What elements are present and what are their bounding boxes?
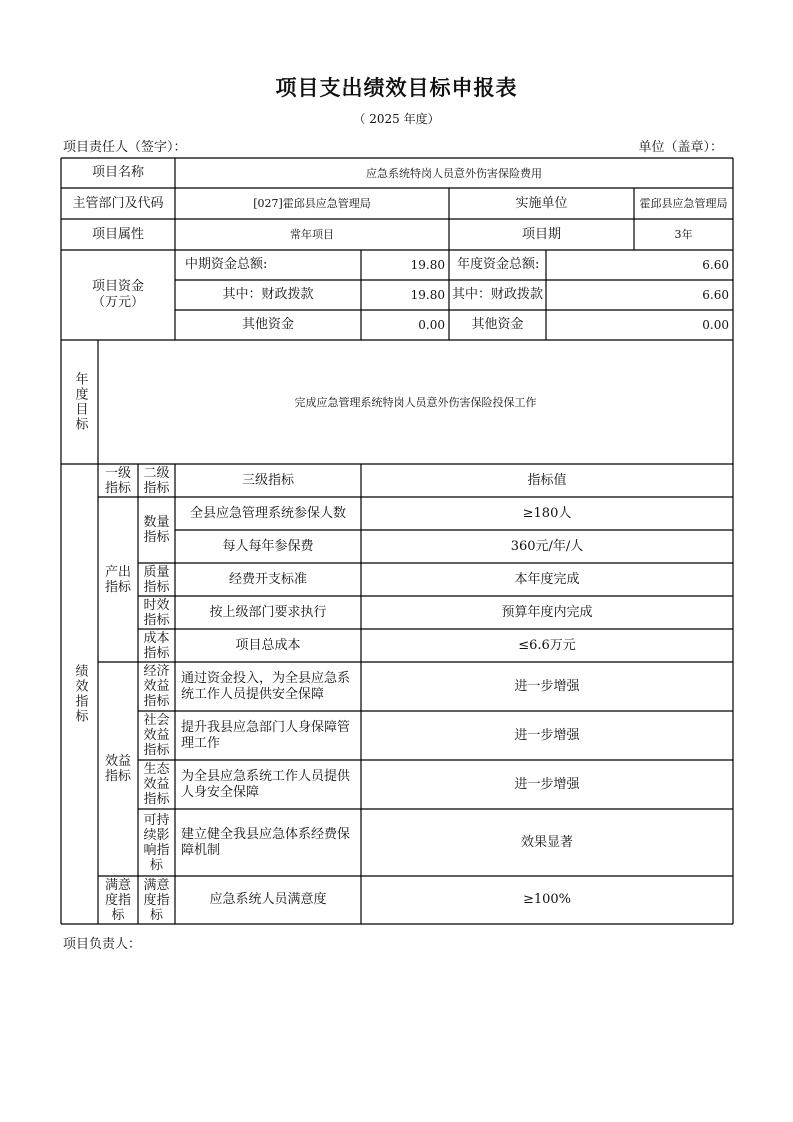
satisfaction-indicators-label: 满意度指标 — [104, 877, 131, 923]
impl-value: 霍邱县应急管理局 — [639, 197, 728, 210]
indicator-row-name: 通过资金投入，为全县应急系统工作人员提供安全保障 — [181, 670, 351, 702]
dept-value: [027]霍邱县应急管理局 — [253, 197, 371, 210]
indicator-row-value: ≤6.6万元 — [518, 637, 576, 653]
benefit-indicators-label: 效益指标 — [104, 754, 131, 784]
indicator-row-value: 进一步增强 — [514, 727, 580, 743]
sustainable-indicator-label: 可持续影响指标 — [143, 812, 170, 873]
attr-value: 常年项目 — [290, 228, 334, 241]
year-other-value: 0.00 — [702, 318, 729, 332]
year-total-value: 6.60 — [702, 258, 729, 272]
cost-indicator-label: 成本指标 — [143, 630, 170, 661]
period-label: 项目期 — [521, 226, 561, 242]
indicator-row-name: 按上级部门要求执行 — [209, 604, 327, 620]
mid-other-label: 其他资金 — [241, 317, 294, 332]
ecological-indicator-label: 生态效益指标 — [143, 762, 170, 807]
output-indicators-label: 产出指标 — [104, 564, 131, 595]
year-line: （ 2025 年度） — [353, 112, 440, 126]
year-fiscal-label: 其中：财政拨款 — [451, 287, 543, 302]
annual-goal-text: 完成应急管理系统特岗人员意外伤害保险投保工作 — [294, 395, 537, 409]
indicator-row-value: 进一步增强 — [514, 776, 580, 792]
mid-fiscal-label: 其中：财政拨款 — [222, 287, 314, 302]
indicator-row-name: 建立健全我县应急体系经费保障机制 — [181, 826, 351, 858]
year-total-label: 年度资金总额: — [457, 257, 540, 272]
indicator-row-name: 应急系统人员满意度 — [209, 892, 327, 907]
indicator-row-value: 效果显著 — [520, 834, 573, 850]
economic-indicator-label: 经济效益指标 — [143, 664, 170, 709]
indicator-row-value: ≥180人 — [522, 505, 572, 521]
quality-indicator-label: 质量指标 — [143, 564, 170, 595]
satisfaction2-indicator-label: 满意度指标 — [143, 877, 170, 923]
footer-label: 项目负责人： — [63, 937, 142, 952]
year-fiscal-value: 6.60 — [702, 288, 729, 302]
quantity-indicator-label: 数量指标 — [143, 515, 170, 545]
mid-total-value: 19.80 — [410, 258, 445, 272]
indicator-row-name: 为全县应急系统工作人员提供人身安全保障 — [181, 768, 351, 800]
indicator-row-name: 每人每年参保费 — [222, 538, 314, 554]
header-value: 指标值 — [527, 472, 567, 488]
mid-fiscal-value: 19.80 — [410, 288, 445, 302]
dept-label: 主管部门及代码 — [72, 195, 164, 211]
year-other-label: 其他资金 — [471, 317, 524, 332]
impl-label: 实施单位 — [515, 195, 568, 211]
mid-total-label: 中期资金总额: — [185, 257, 268, 272]
indicators-section-label: 绩效指标 — [72, 664, 88, 724]
page-title: 项目支出绩效目标申报表 — [275, 76, 518, 100]
indicator-row-name: 项目总成本 — [235, 637, 301, 653]
header-level1: 一级指标 — [104, 465, 131, 496]
indicator-row-name: 提升我县应急部门人身保障管理工作 — [181, 719, 351, 751]
indicator-row-value: 预算年度内完成 — [501, 604, 593, 620]
period-value: 3年 — [674, 228, 693, 241]
indicator-row-value: 360元/年/人 — [510, 538, 584, 554]
funds-label: 项目资金 （万元） — [91, 279, 144, 310]
indicator-row-value: 本年度完成 — [514, 571, 580, 587]
header-level3: 三级指标 — [241, 472, 294, 488]
signer-label: 项目责任人（签字）： — [63, 140, 187, 155]
annual-goal-label: 年度目标 — [72, 372, 88, 432]
timeliness-indicator-label: 时效指标 — [143, 597, 170, 628]
indicator-row-name: 全县应急管理系统参保人数 — [189, 505, 346, 521]
project-name-value: 应急系统特岗人员意外伤害保险费用 — [366, 166, 542, 180]
attr-label: 项目属性 — [91, 226, 144, 242]
indicator-row-value: 进一步增强 — [514, 678, 580, 694]
project-name-label: 项目名称 — [91, 165, 144, 180]
mid-other-value: 0.00 — [418, 318, 445, 332]
social-indicator-label: 社会效益指标 — [143, 713, 170, 758]
indicator-row-value: ≥100% — [522, 892, 572, 907]
indicator-row-name: 经费开支标准 — [228, 571, 307, 587]
header-level2: 二级指标 — [143, 465, 170, 496]
unit-label: 单位（盖章）： — [638, 140, 723, 155]
